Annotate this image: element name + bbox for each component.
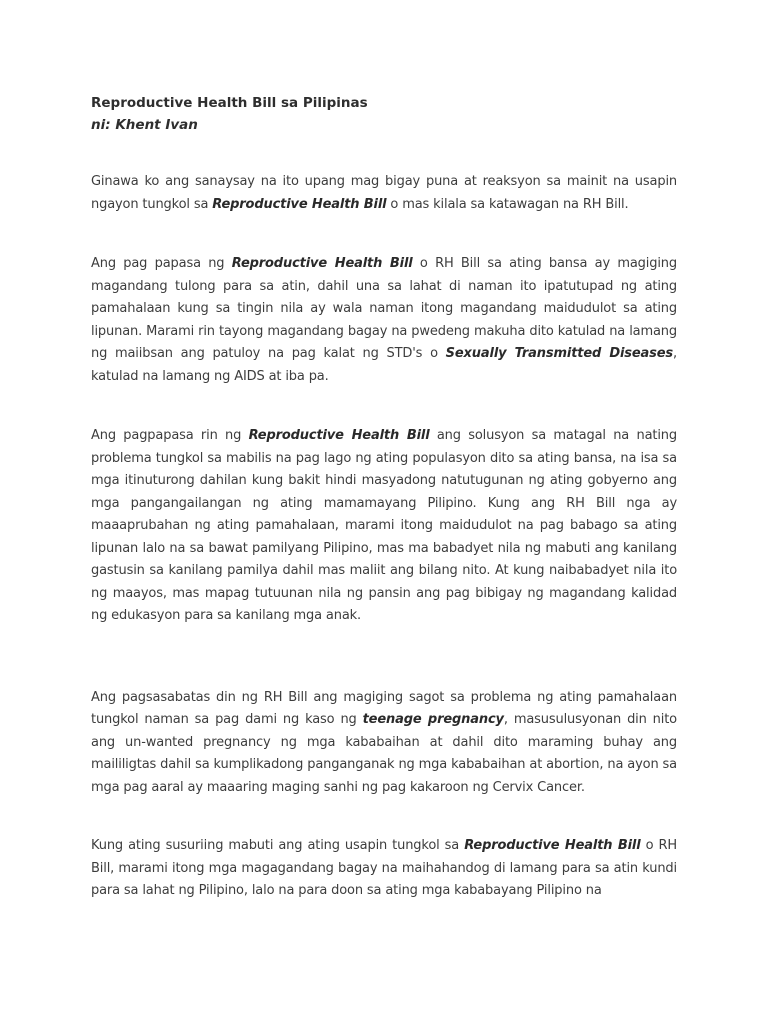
paragraph-text: o RH Bill, marami itong mga magagandang bagay na maihahandog di lamang para sa atin kundi para sa lahat ng Pilipino, lalo na para doon sa ating mga kababayang Pilipino na xyxy=(91,838,677,898)
document-page xyxy=(91,92,677,903)
document-title: Reproductive Health Bill sa Pilipinas xyxy=(91,95,368,111)
emphasis-text: Reproductive Health Bill xyxy=(231,256,413,271)
paragraph-text: Ang pagpapasa rin ng xyxy=(91,428,249,443)
emphasis-text: Reproductive Health Bill xyxy=(212,196,387,212)
paragraph-text: Ang pagsasabatas din ng RH Bill ang magiging sagot sa problema ng ating pamahalaan tungkol naman sa pag dami ng kaso ng xyxy=(91,689,677,727)
paragraph-text: , masusulusyonan din nito ang un-wanted pregnancy ng mga kababaihan at dahil dito maraming buhay ang maililigtas dahil sa kumplikadong panganganak ng mga kababaihan at abortion, na ayon sa mga pag aaral ay maaaring maging sanhi ng pag kakaroon ng Cervix Cancer. xyxy=(91,712,677,795)
paragraph-text: o RH Bill sa ating bansa ay magiging magandang tulong para sa atin, dahil una sa lahat di naman ito ipatutupad ng ating pamahalaan kung sa tingin nila ay wala naman itong magandang maidudulot sa ating lipunan. Marami rin tayong magandang bagay na pwedeng makuha dito katulad na lamang ng maiibsan ang patuloy na pag kalat ng STD's o xyxy=(91,256,677,361)
paragraph-text: Kung ating susuriing mabuti ang ating usapin tungkol sa xyxy=(91,838,465,853)
emphasis-text: Sexually Transmitted Diseases xyxy=(445,346,674,361)
paragraph-text: , katulad na lamang ng AIDS at iba pa. xyxy=(91,346,677,384)
paragraph-4 xyxy=(91,687,677,800)
paragraph-text: Ang pag papasa ng xyxy=(91,256,232,271)
emphasis-text: Reproductive Health Bill xyxy=(464,838,641,853)
document-author: ni: Khent Ivan xyxy=(91,117,198,133)
emphasis-text: teenage pregnancy xyxy=(362,712,504,727)
paragraph-text: Ginawa ko ang sanaysay na ito upang mag bigay puna at reaksyon sa mainit na usapin ngayon tungkol sa xyxy=(91,174,677,212)
paragraph-text: ang solusyon sa matagal na nating problema tungkol sa mabilis na pag lago ng ating populasyon dito sa ating bansa, na isa sa mga itinuturong dahilan kung bakit hindi masyadong natutugunan ng ating gobyerno ang mga pangangailangan ng ating mamamayang Pilipino. Kung ang RH Bill nga ay maaaprubahan ng ating pamahalaan, marami itong maidudulot na pag babago sa ating lipunan lalo na sa bawat pamilyang Pilipino, mas ma babadyet nila ng mabuti ang kanilang gastusin sa kanilang pamilya dahil mas maliit ang bilang nito. At kung naibabadyet nila ito ng maayos, mas mapag tutuunan nila ng pansin ang pag bibigay ng magandang kalidad ng edukasyon para sa kanilang mga anak. xyxy=(91,428,677,623)
paragraph-1 xyxy=(91,171,677,216)
paragraph-2 xyxy=(91,253,677,388)
paragraph-3 xyxy=(91,425,677,628)
paragraph-text: o mas kilala sa katawagan na RH Bill. xyxy=(386,196,629,212)
paragraph-5 xyxy=(91,835,677,903)
emphasis-text: Reproductive Health Bill xyxy=(248,428,430,443)
